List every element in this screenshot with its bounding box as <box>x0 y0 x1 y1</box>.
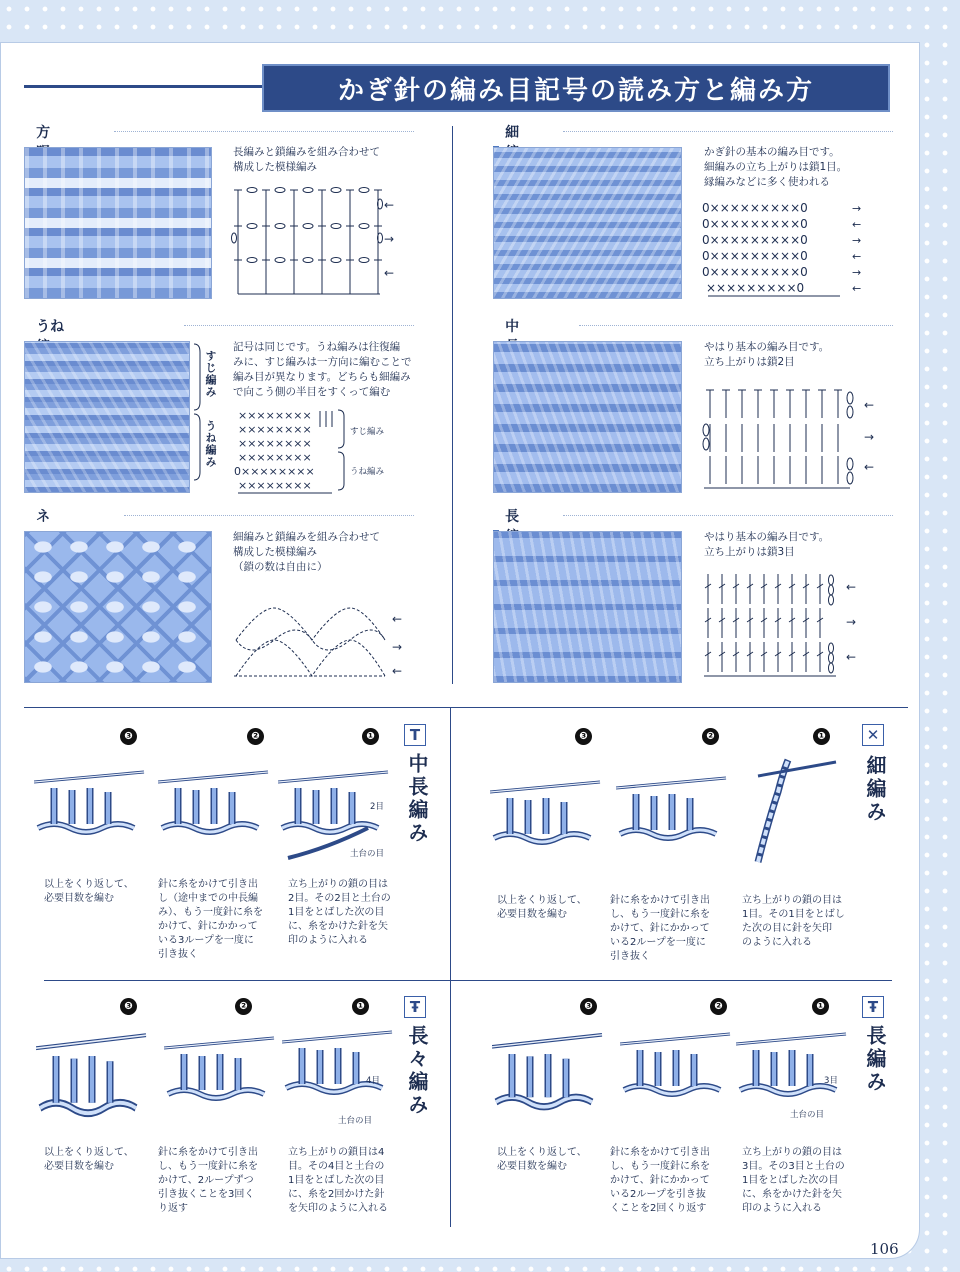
svg-text:××××××××: ×××××××× <box>238 437 312 450</box>
foundation-label: 土台の目 <box>790 1110 825 1120</box>
stitch-symbol-nanaga: Ŧ <box>404 996 426 1018</box>
row-arrow-right: → <box>392 640 403 654</box>
chart-label-suji: すじ編み <box>350 427 385 437</box>
svg-text:××××××××: ×××××××× <box>238 409 312 422</box>
swatch-description: 長編みと鎖編みを組み合わせて 構成した模様編み <box>233 146 380 173</box>
step-text: 以上をくり返して、 必要目数を編む <box>497 895 587 920</box>
chart-naga <box>700 570 840 682</box>
step-number-3: ❸ <box>120 998 137 1015</box>
step-illustration <box>164 1034 276 1114</box>
step-illustration <box>492 1030 604 1120</box>
chart-une <box>232 405 342 497</box>
section-label: うね <box>36 319 65 335</box>
row-arrow-left: ← <box>384 266 395 280</box>
swatch-photo-hougan <box>24 147 212 299</box>
step-number-1: ❶ <box>813 728 830 745</box>
page-number: 106 <box>870 1240 899 1258</box>
step-illustration <box>158 768 270 848</box>
bracket-marks <box>192 342 206 482</box>
section-label: 長 <box>505 509 520 525</box>
title-rule <box>24 85 274 88</box>
stitch-symbol-chunaga: T <box>404 724 426 746</box>
step-text: 立ち上がりの鎖の目は 2目。その2目と土台の 1目をとばした次の目 に、糸をかけた針を矢 印のように入れる <box>288 879 391 946</box>
section-label: ネ <box>36 509 51 525</box>
chart-komaami <box>702 198 852 300</box>
chart-label-une: うね編み <box>350 467 385 477</box>
column-divider <box>452 126 453 684</box>
chart-net <box>230 600 390 684</box>
chain-count-label: 2目 <box>370 802 384 812</box>
swatch-description: 細編みと鎖編みを組み合わせて 構成した模様編み （鎖の数は自由に） <box>233 531 380 573</box>
step-text: 立ち上がりの鎖の目は 1目。その1目をとばし た次の目に針を矢印 のように入れる <box>742 895 845 948</box>
svg-text:××××××××: ×××××××× <box>238 479 312 492</box>
svg-text:0×××××××××0: 0×××××××××0 <box>702 217 808 231</box>
row-arrow-left: ← <box>852 218 862 231</box>
svg-text:0×××××××××0: 0×××××××××0 <box>702 249 808 263</box>
svg-text:××××××××: ×××××××× <box>238 451 312 464</box>
swatch-photo-naga <box>493 531 682 683</box>
svg-text:0×××××××××0: 0×××××××××0 <box>702 201 808 215</box>
step-illustration <box>620 1030 732 1110</box>
step-text: 針に糸をかけて引き出 し、もう一度針に糸を かけて、針にかかって いる2ループを一度に 引き抜く <box>610 895 710 962</box>
svg-text:0×××××××××0: 0×××××××××0 <box>702 265 808 279</box>
step-number-1: ❶ <box>352 998 369 1015</box>
step-text: 立ち上がりの鎖の目は 3目。その3目と土台の 1目をとばした次の目 に、糸をかけた針を矢 印のように入れる <box>742 1147 845 1214</box>
swatch-description: やはり基本の編み目です。 立ち上がりは鎖2目 <box>704 341 830 368</box>
chart-brackets <box>336 408 352 492</box>
swatch-photo-net <box>24 531 212 683</box>
tutorial-title-chunaga: 中長編み <box>405 753 429 845</box>
step-number-3: ❸ <box>575 728 592 745</box>
foundation-label: 土台の目 <box>350 849 385 859</box>
swatch-photo-komaami <box>493 147 682 299</box>
chain-count-label: 3目 <box>824 1076 838 1086</box>
step-text: 以上をくり返して、 必要目数を編む <box>497 1147 587 1172</box>
section-label: 細 <box>505 125 520 141</box>
step-text: 針に糸をかけて引き出 し（途中までの中長編 み）、もう一度針に糸を かけて、針にかかって いる3ループを一度に 引き抜く <box>158 879 263 960</box>
step-number-3: ❸ <box>580 998 597 1015</box>
dotted-rule <box>579 325 893 326</box>
step-illustration <box>34 768 146 848</box>
row-arrow-left: ← <box>852 282 862 295</box>
section-label: 中 <box>505 319 520 335</box>
step-number-1: ❶ <box>362 728 379 745</box>
section-label: 方 <box>36 125 51 141</box>
swatch-photo-chunaga <box>493 341 682 493</box>
stitch-symbol-naga: Ŧ <box>862 996 884 1018</box>
row-arrow-left: ← <box>864 398 875 412</box>
side-label-suji: すじ編み <box>204 350 217 398</box>
row-arrow-left: ← <box>384 198 395 212</box>
row-arrow-right: → <box>864 430 875 444</box>
tutorial-title-nanaga: 長々編み <box>405 1025 429 1117</box>
step-number-2: ❷ <box>710 998 727 1015</box>
dotted-rule <box>184 325 414 326</box>
row-arrow-right: → <box>852 234 862 247</box>
grid-vertical-rule <box>450 707 451 1227</box>
dotted-rule <box>124 515 414 516</box>
row-arrow-left: ← <box>864 460 875 474</box>
step-text: 以上をくり返して、 必要目数を編む <box>44 1147 134 1172</box>
svg-text:0××××××××: 0×××××××× <box>234 465 315 478</box>
page-title: かぎ針の編み目記号の読み方と編み方 <box>262 64 890 112</box>
dotted-rule <box>563 131 893 132</box>
step-text: 針に糸をかけて引き出 し、もう一度針に糸を かけて、針にかかって いる2ループを引き抜 くことを2回くり返す <box>610 1147 710 1214</box>
row-arrow-left: ← <box>846 580 857 594</box>
step-illustration <box>36 1030 148 1120</box>
row-arrow-right: → <box>846 615 857 629</box>
step-number-2: ❷ <box>235 998 252 1015</box>
foundation-label: 土台の目 <box>338 1116 373 1126</box>
tutorial-title-koma: 細編み <box>863 755 887 824</box>
row-arrow-right: → <box>852 202 862 215</box>
row-arrow-left: ← <box>392 664 403 678</box>
grid-middle-rule <box>44 980 892 981</box>
step-illustration <box>738 752 838 872</box>
swatch-description: やはり基本の編み目です。 立ち上がりは鎖3目 <box>704 531 830 558</box>
grid-top-rule <box>24 707 908 708</box>
step-text: 針に糸をかけて引き出 し、もう一度針に糸を かけて、2ループずつ 引き抜くことを3回く り返す <box>158 1147 258 1214</box>
stitch-symbol-koma: ✕ <box>862 724 884 746</box>
swatch-description: かぎ針の基本の編み目です。 細編みの立ち上がりは鎖1目。 縁編みなどに多く使われる <box>704 146 848 188</box>
svg-text:××××××××: ×××××××× <box>238 423 312 436</box>
tutorial-title-naga: 長編み <box>863 1025 887 1094</box>
row-arrow-right: → <box>852 266 862 279</box>
step-illustration <box>616 774 728 854</box>
row-arrow-left: ← <box>852 250 862 263</box>
dotted-rule <box>114 131 414 132</box>
chain-count-label: 4目 <box>366 1076 380 1086</box>
step-number-2: ❷ <box>702 728 719 745</box>
svg-text:0×××××××××0: 0×××××××××0 <box>702 233 808 247</box>
step-illustration <box>490 778 602 858</box>
swatch-description: 記号は同じです。うね編みは往復編 みに、すじ編みは一方向に編むことで 編み目が異なります。どちらも細編み で向こう側の半目をすくって編む <box>233 341 412 398</box>
side-label-une: うね編み <box>204 420 217 468</box>
step-number-1: ❶ <box>812 998 829 1015</box>
step-text: 以上をくり返して、 必要目数を編む <box>44 879 134 904</box>
swatch-photo-une <box>24 341 190 493</box>
row-arrow-left: ← <box>392 612 403 626</box>
svg-text:×××××××××0: ×××××××××0 <box>706 281 805 295</box>
step-number-2: ❷ <box>247 728 264 745</box>
chart-hougan <box>230 182 410 302</box>
dotted-rule <box>563 515 893 516</box>
row-arrow-left: ← <box>846 650 857 664</box>
row-arrow-right: → <box>384 232 395 246</box>
chart-chunaga <box>700 384 860 494</box>
step-text: 立ち上がりの鎖目は4 目。その4目と土台の 1目をとばした次の目 に、糸を2回かけた針 を矢印のように入れる <box>288 1147 388 1214</box>
step-number-3: ❸ <box>120 728 137 745</box>
step-illustration <box>282 1028 394 1118</box>
